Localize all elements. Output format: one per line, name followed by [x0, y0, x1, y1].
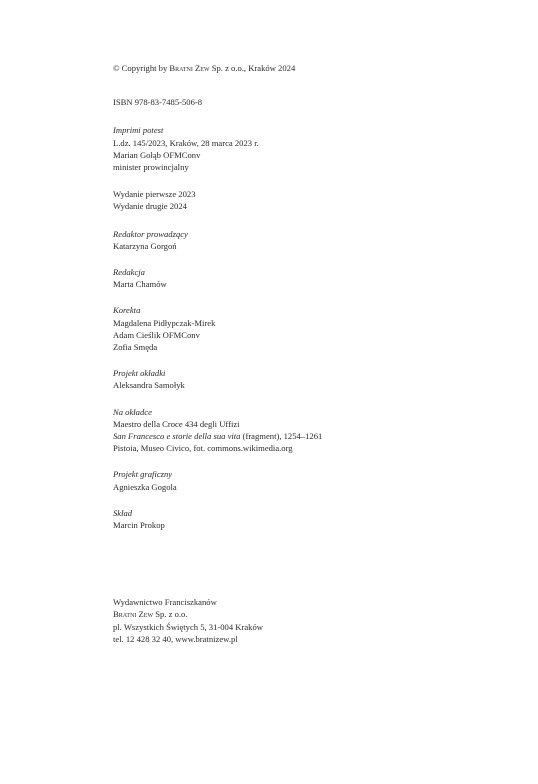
on-cover-artwork-details: (fragment), 1254–1261	[240, 431, 323, 442]
imprimi-potest-line: Marian Gołąb OFMConv	[113, 149, 201, 160]
edition-line: Wydanie pierwsze 2023	[113, 189, 196, 200]
imprimi-potest-block	[113, 124, 513, 173]
imprimi-potest-line: minister prowincjalny	[113, 162, 189, 173]
imprimi-potest-line: L.dz. 145/2023, Kraków, 28 marca 2023 r.	[113, 137, 259, 148]
proofreading-name: Magdalena Pidłypczak-Mirek	[113, 317, 216, 328]
cover-design-block	[113, 367, 513, 391]
proofreading-heading: Korekta	[113, 305, 141, 316]
typesetting-block	[113, 507, 513, 531]
typesetting-heading: Skład	[113, 507, 133, 518]
proofreading-name: Adam Cieślik OFMConv	[113, 329, 200, 340]
copyright-brand: Bratni Zew	[169, 63, 210, 73]
editing-block	[113, 266, 513, 290]
editing-name: Marta Chamów	[113, 279, 167, 290]
edition-block	[113, 188, 513, 212]
editing-heading: Redakcja	[113, 267, 145, 278]
copyright-notice	[113, 62, 513, 74]
cover-design-heading: Projekt okładki	[113, 368, 166, 379]
typesetting-name: Marcin Prokop	[113, 520, 165, 531]
publisher-block	[113, 596, 513, 645]
on-cover-artwork-title: San Francesco e storie della sua vita	[113, 431, 241, 442]
imprint-page	[113, 62, 513, 645]
publisher-contact: tel. 12 428 32 40, www.bratnizew.pl	[113, 633, 238, 644]
copyright-prefix: © Copyright by	[113, 63, 170, 73]
imprimi-potest-heading: Imprimi potest	[113, 125, 164, 136]
publisher-brand: Bratni Zew	[113, 609, 154, 620]
copyright-suffix: Sp. z o.o., Kraków 2024	[209, 63, 296, 73]
publisher-brand-suffix: Sp. z o.o.	[153, 609, 188, 620]
graphic-design-heading: Projekt graficzny	[113, 469, 173, 480]
graphic-design-block	[113, 468, 513, 492]
on-cover-block	[113, 406, 513, 455]
managing-editor-name: Katarzyna Gorgoń	[113, 240, 177, 251]
on-cover-artwork	[113, 430, 513, 442]
on-cover-artist: Maestro della Croce 434 degli Uffizi	[113, 418, 240, 429]
managing-editor-heading: Redaktor prowadzący	[113, 228, 188, 239]
proofreading-block	[113, 304, 513, 353]
publisher-name: Wydawnictwo Franciszkanów	[113, 597, 217, 608]
graphic-design-name: Agnieszka Gogola	[113, 481, 177, 492]
edition-line: Wydanie drugie 2024	[113, 201, 187, 212]
isbn-number: ISBN 978-83-7485-506-8	[113, 97, 203, 108]
on-cover-source: Pistoia, Museo Civico, fot. commons.wikimedia.org	[113, 443, 293, 454]
isbn-block	[113, 96, 513, 108]
publisher-address: pl. Wszystkich Świętych 5, 31-004 Kraków	[113, 621, 263, 632]
on-cover-heading: Na okładce	[113, 406, 152, 417]
managing-editor-block	[113, 228, 513, 252]
proofreading-name: Zofia Smęda	[113, 342, 158, 353]
cover-design-name: Aleksandra Samołyk	[113, 380, 185, 391]
publisher-company	[113, 608, 513, 620]
